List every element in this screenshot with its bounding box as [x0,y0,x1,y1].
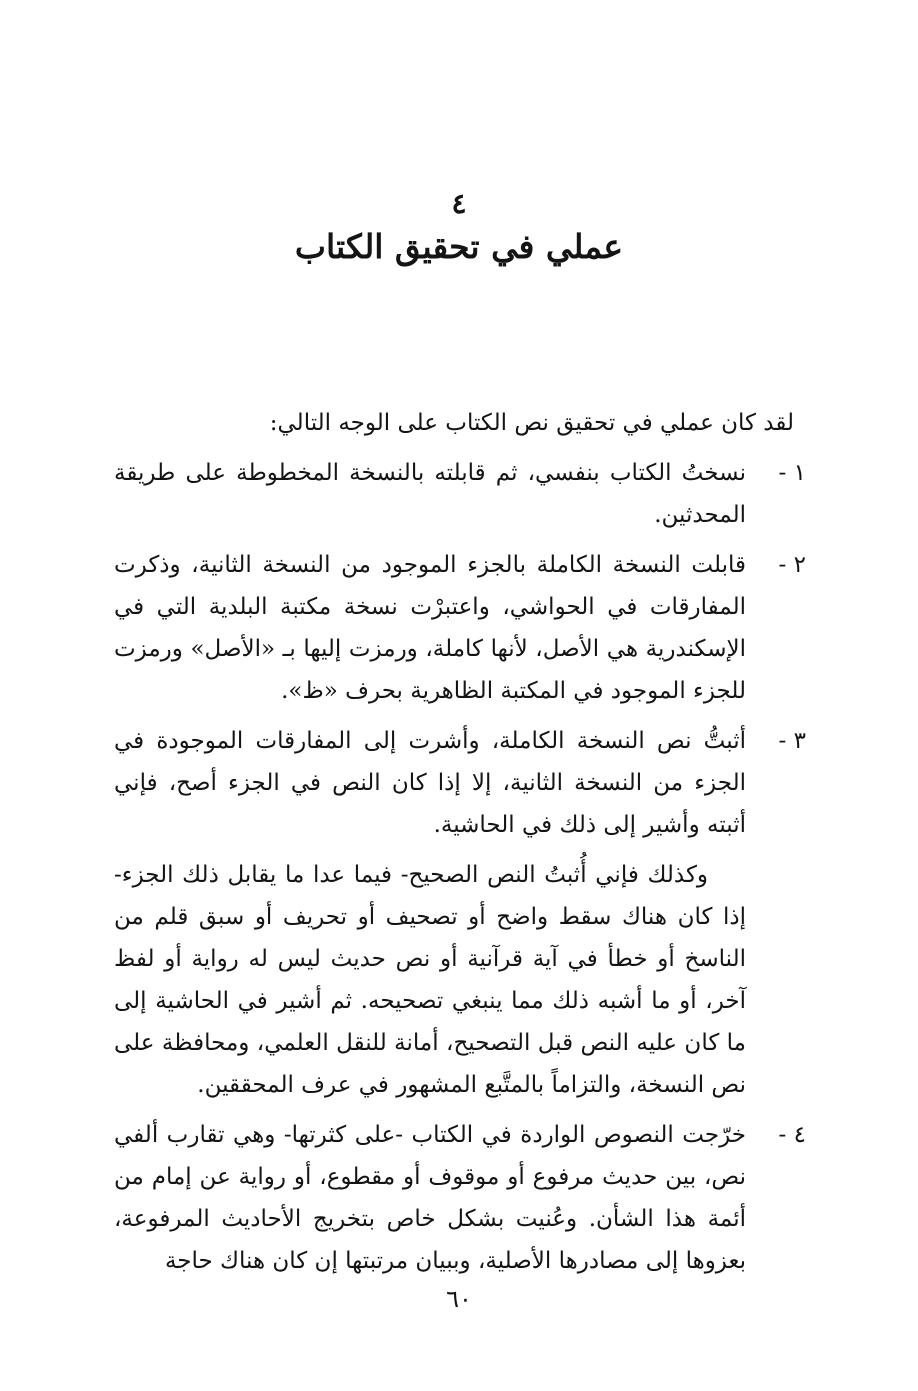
list-item-marker: ١ - [778,460,806,486]
list-item-2 [114,544,806,712]
intro-paragraph: لقد كان عملي في تحقيق نص الكتاب على الوجه التالي: [269,410,794,436]
chapter-title: عملي في تحقيق الكتاب [294,227,624,266]
chapter-number: ٤ [451,187,467,220]
list-item-marker: ٣ - [778,728,806,754]
list-item-text: أثبتُّ نص النسخة الكاملة، وأشرت إلى المفارقات الموجودة في الجزء من النسخة الثانية، إلا إذا كان النص في الجزء أصح، فإني أثبته وأشير إلى ذلك في الحاشية. [114,728,746,838]
list-item-text: خرّجت النصوص الواردة في الكتاب -على كثرتها- وهي تقارب ألفي نص، بين حديث مرفوع أو موقوف أو مقطوع، أو رواية عن إمام من أئمة هذا الشأن. وعُنيت بشكل خاص بتخريج الأحاديث المرفوعة، بعزوها إلى مصادرها الأصلية، وببيان مرتبتها إن كان هناك حاجة [114,1122,746,1274]
item-3-continuation-paragraph: وكذلك فإني أُثبتُ النص الصحيح- فيما عدا ما يقابل ذلك الجزء- إذا كان هناك سقط واضح أو تصحيف أو تحريف أو سبق قلم من الناسخ أو خطأ في آية قرآنية أو نص حديث ليس له رواية أو لفظ آخر، أو ما أشبه ذلك مما ينبغي تصحيحه. ثم أشير في الحاشية إلى ما كان عليه النص قبل التصحيح، أمانة للنقل العلمي، ومحافظة على نص النسخة، والتزاماً بالمتَّبع المشهور في عرف المحققين. [114,862,746,1098]
list-item-3 [114,720,806,846]
body-text [114,402,806,1290]
list-item-4 [114,1114,806,1282]
list-item-marker: ٢ - [778,552,806,578]
page-number: ٦٠ [446,1285,472,1313]
list-item-text: قابلت النسخة الكاملة بالجزء الموجود من النسخة الثانية، وذكرت المفارقات في الحواشي، واعتبرْت نسخة مكتبة البلدية التي في الإسكندرية هي الأصل، لأنها كاملة، ورمزت إليها بـ «الأصل» ورمزت للجزء الموجود في المكتبة الظاهرية بحرف «ظ». [114,552,746,704]
list-item-1 [114,452,806,536]
list-item-marker: ٤ - [778,1122,806,1148]
list-item-text: نسختُ الكتاب بنفسي، ثم قابلته بالنسخة المخطوطة على طريقة المحدثين. [114,460,746,528]
